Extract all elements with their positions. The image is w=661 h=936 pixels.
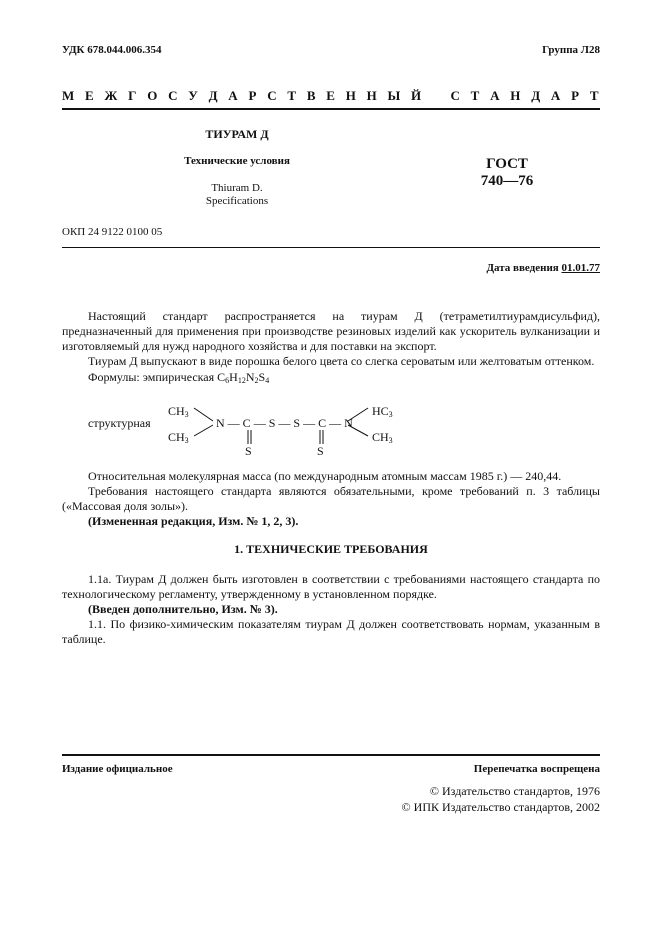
thione-sulfur-right: S	[317, 444, 324, 458]
gost-label: ГОСТ	[486, 156, 528, 172]
gost-number: 740—76	[480, 173, 534, 189]
paragraph-requirements: Требования настоящего стандарта являются обязательными, кроме требований п. 3 таблицы («Массовая доля золы»).	[62, 484, 600, 513]
document-title: ТИУРАМ Д	[205, 127, 269, 141]
clause-1-1a: 1.1а. Тиурам Д должен быть изготовлен в соответствии с требованиями настоящего стандарта по технологическому регламенту, утвержденному в установленном порядке.	[62, 572, 600, 601]
copyright-1976: © Издательство стандартов, 1976	[429, 784, 600, 798]
paragraph-appearance: Тиурам Д выпускают в виде порошка белого цвета со слегка сероватым или желтоватым оттенком.	[88, 354, 595, 368]
methyl-bottom-left: $CH_3$	[168, 430, 189, 445]
amendment-note-2: (Введен дополнительно, Изм. № 3).	[88, 602, 278, 616]
methyl-top-left: $CH_3$	[168, 404, 189, 419]
amendment-note-1: (Измененная редакция, Изм. № 1, 2, 3).	[88, 514, 299, 528]
group-code: Группа Л28	[542, 44, 600, 56]
intro-date-label: Дата введения	[486, 262, 559, 274]
empirical-formula: $C_6H_{12}N_2S_4$	[217, 370, 270, 385]
bond-upper-left	[194, 408, 213, 421]
udk-code: УДК 678.044.006.354	[62, 44, 162, 56]
footer-official: Издание официальное	[62, 763, 173, 775]
intro-date-value: 01.01.77	[561, 262, 600, 274]
methyl-top-right: $HC_3$	[372, 404, 393, 419]
english-subtitle: Specifications	[205, 195, 269, 207]
copyright-2002: © ИПК Издательство стандартов, 2002	[401, 800, 600, 814]
bond-lower-left	[194, 425, 213, 436]
section-title: 1. ТЕХНИЧЕСКИЕ ТРЕБОВАНИЯ	[234, 542, 428, 556]
structural-label: структурная	[88, 416, 151, 430]
paragraph-molar-mass: Относительная молекулярная масса (по международным атомным массам 1985 г.) — 240,44.	[88, 469, 562, 483]
okp-code: ОКП 24 9122 0100 05	[62, 226, 163, 238]
clause-1-1: 1.1. По физико-химическим показателям тиурам Д должен соответствовать нормам, указанным в таблице.	[62, 617, 600, 646]
structure-chain: N — C — S — S — C — N	[216, 416, 353, 430]
thione-sulfur-left: S	[245, 444, 252, 458]
formula-label: Формулы: эмпирическая	[88, 370, 215, 384]
footer-rule	[62, 754, 600, 756]
document-subtitle: Технические условия	[184, 155, 290, 167]
standard-banner: М Е Ж Г О С У Д А Р С Т В Е Н Н Ы Й С Т А Н Д А Р Т	[62, 88, 600, 103]
methyl-bottom-right: $CH_3$	[372, 430, 393, 445]
paragraph-scope: Настоящий стандарт распространяется на тиурам Д (тетраметилтиурамдисульфид), предназначенный для применения при производстве резиновых изделий как ускоритель вулканизации и изготовляемый для нужд народного хозяйства и для поставки на экспорт.	[62, 309, 600, 353]
english-title: Thiuram D.	[211, 182, 263, 194]
footer-reprint: Перепечатка воспрещена	[473, 763, 600, 775]
